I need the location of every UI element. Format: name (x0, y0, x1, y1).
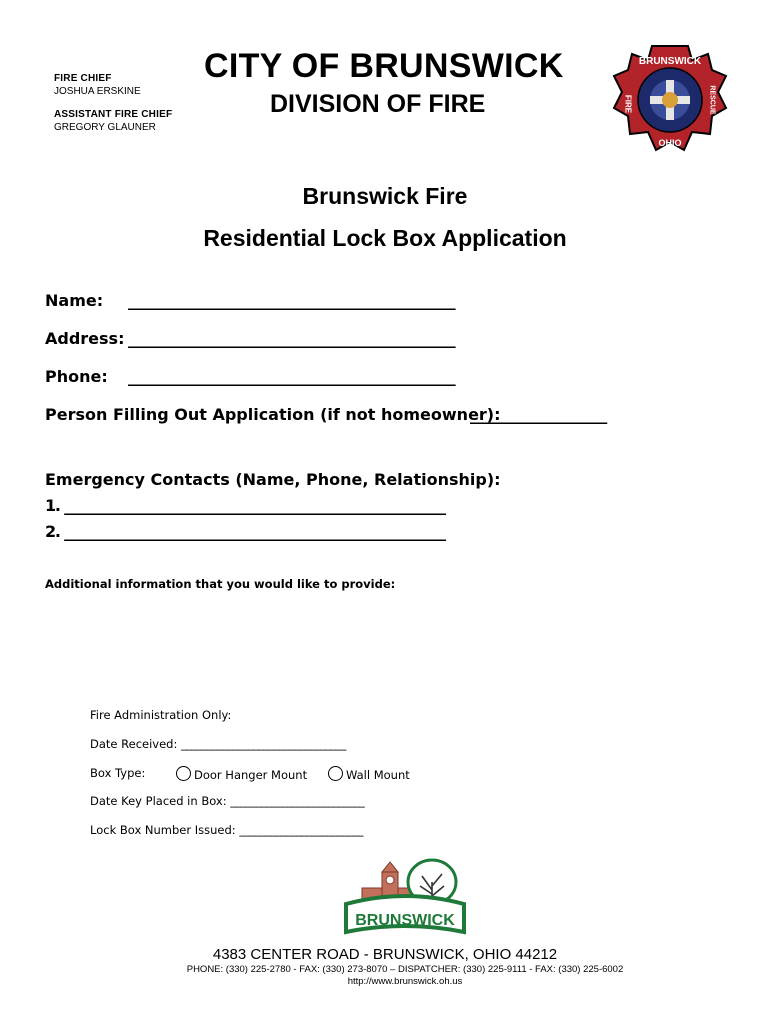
name-field[interactable] (45, 291, 103, 310)
phone-line[interactable]: ________________________________________________ (128, 367, 455, 386)
phone-field[interactable] (45, 367, 108, 386)
division-title: DIVISION OF FIRE (270, 90, 486, 118)
person-filling-label: Person Filling Out Application (if not homeowner): (45, 405, 501, 424)
emergency-contact-1[interactable]: 1. ________________________________________________________ (45, 496, 445, 515)
lockbox-number-line[interactable]: ________________________ (239, 823, 363, 837)
door-hanger-label: Door Hanger Mount (194, 768, 308, 782)
date-received-line[interactable]: ________________________________ (181, 737, 346, 751)
address-field[interactable] (45, 329, 124, 348)
brunswick-logo-icon (340, 858, 470, 940)
door-hanger-option[interactable] (176, 766, 307, 782)
additional-info-area[interactable] (45, 596, 705, 692)
person-filling-field[interactable] (45, 405, 501, 424)
badge-top-text: BRUNSWICK (638, 56, 702, 67)
key-placed-line[interactable]: __________________________ (230, 794, 365, 808)
address-line[interactable]: ________________________________________________ (128, 329, 455, 348)
wall-mount-option[interactable] (328, 766, 410, 782)
assistant-chief-name: GREGORY GLAUNER (54, 122, 156, 133)
admin-heading: Fire Administration Only: (90, 708, 232, 722)
city-title: CITY OF BRUNSWICK (204, 47, 564, 85)
badge-bottom-text: OHIO (658, 138, 682, 148)
fire-department-badge-icon (612, 42, 728, 158)
footer-address: 4383 CENTER ROAD - BRUNSWICK, OHIO 44212 (212, 946, 558, 963)
fire-chief-name: JOSHUA ERSKINE (54, 86, 141, 97)
footer-url[interactable]: http://www.brunswick.oh.us (347, 976, 463, 987)
person-filling-line[interactable]: ____________________ (470, 405, 607, 424)
additional-info-label: Additional information that you would like to provide: (45, 577, 396, 591)
box-type-label: Box Type: (90, 766, 146, 780)
address-label: Address: (45, 329, 125, 348)
footer-phones: PHONE: (330) 225-2780 - FAX: (330) 273-8070 – DISPATCHER: (330) 225-9111 - FAX: (330) 225-6002 (186, 964, 624, 975)
emergency-contacts-heading: Emergency Contacts (Name, Phone, Relationship): (45, 470, 501, 489)
name-line[interactable]: ________________________________________________ (128, 291, 455, 310)
door-hanger-radio[interactable] (176, 766, 191, 781)
badge-left-text: FIRE (623, 94, 633, 114)
document-title-line1: Brunswick Fire (302, 183, 468, 209)
logo-text: BRUNSWICK (355, 912, 455, 929)
assistant-chief-title: ASSISTANT FIRE CHIEF (54, 109, 173, 120)
badge-right-text: RESCUE (708, 85, 716, 115)
name-label: Name: (45, 291, 104, 310)
lockbox-number-label: Lock Box Number Issued: (90, 823, 236, 837)
document-title-line2: Residential Lock Box Application (203, 225, 567, 251)
wall-mount-radio[interactable] (328, 766, 343, 781)
wall-mount-label: Wall Mount (346, 768, 410, 782)
emergency-contact-2[interactable]: 2. ________________________________________________________ (45, 522, 445, 541)
key-placed-label: Date Key Placed in Box: (90, 794, 227, 808)
fire-chief-title: FIRE CHIEF (54, 73, 112, 84)
phone-label: Phone: (45, 367, 108, 386)
date-received-label: Date Received: (90, 737, 178, 751)
